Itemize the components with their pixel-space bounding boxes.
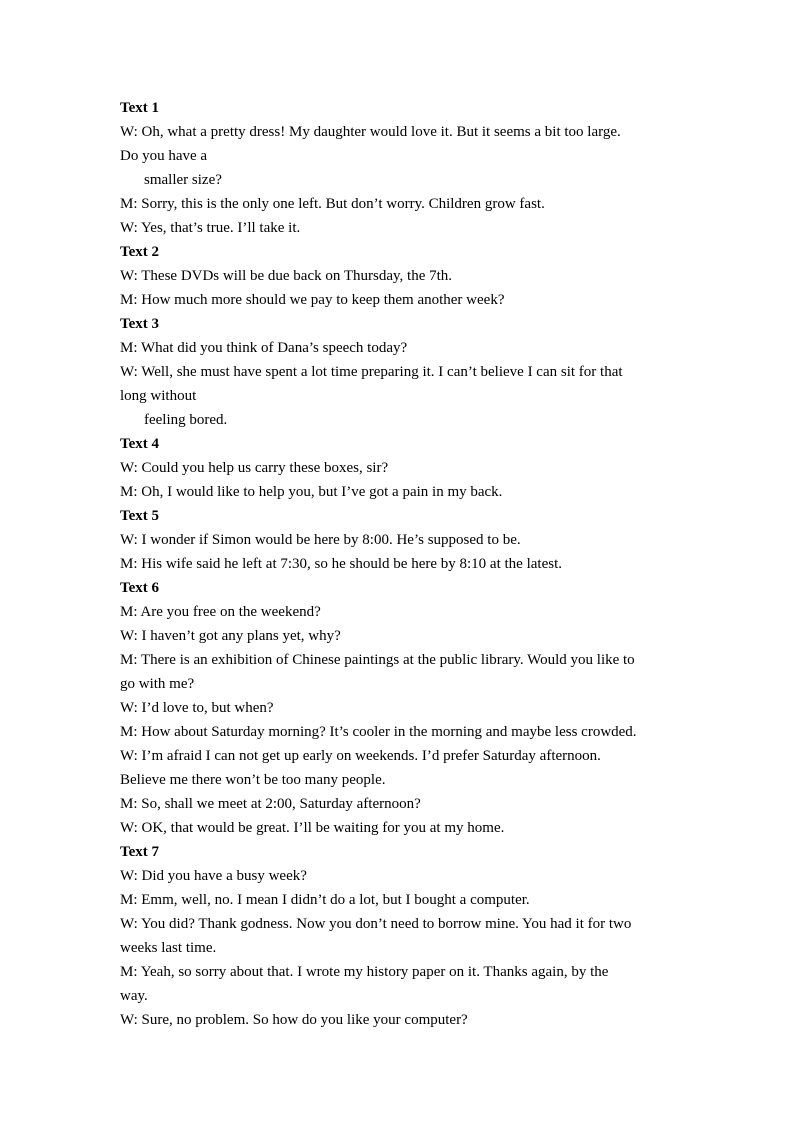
- dialogue-line: M: Are you free on the weekend?: [120, 604, 321, 620]
- dialogue-line: M: Sorry, this is the only one left. But don’t worry. Children grow fast.: [120, 196, 545, 212]
- dialogue-line: W: Did you have a busy week?: [120, 868, 307, 884]
- dialogue-line: M: How much more should we pay to keep them another week?: [120, 292, 505, 308]
- dialogue-line: W: Oh, what a pretty dress! My daughter would love it. But it seems a bit too large.: [120, 124, 621, 140]
- dialogue-line: W: I haven’t got any plans yet, why?: [120, 628, 341, 644]
- dialogue-line: W: I wonder if Simon would be here by 8:00. He’s supposed to be.: [120, 532, 521, 548]
- section-heading: Text 6: [120, 580, 160, 596]
- dialogue-line: M: Yeah, so sorry about that. I wrote my history paper on it. Thanks again, by the: [120, 964, 609, 980]
- dialogue-line: W: Could you help us carry these boxes, sir?: [120, 460, 389, 476]
- dialogue-line: long without: [120, 388, 197, 404]
- dialogue-line: W: OK, that would be great. I’ll be waiting for you at my home.: [120, 820, 505, 836]
- dialogue-line: way.: [120, 988, 148, 1004]
- dialogue-line: W: Sure, no problem. So how do you like your computer?: [120, 1012, 468, 1028]
- dialogue-line: go with me?: [120, 676, 195, 692]
- section-heading: Text 3: [120, 316, 160, 332]
- section-heading: Text 4: [120, 436, 160, 452]
- section-heading: Text 7: [120, 844, 160, 860]
- dialogue-line: M: There is an exhibition of Chinese paintings at the public library. Would you like to: [120, 652, 635, 668]
- dialogue-line-continued: smaller size?: [144, 172, 222, 188]
- dialogue-line: W: Well, she must have spent a lot time preparing it. I can’t believe I can sit for that: [120, 364, 623, 380]
- dialogue-line: W: Yes, that’s true. I’ll take it.: [120, 220, 301, 236]
- dialogue-line: weeks last time.: [120, 940, 217, 956]
- dialogue-line: Believe me there won’t be too many people.: [120, 772, 386, 788]
- dialogue-line: M: How about Saturday morning? It’s cooler in the morning and maybe less crowded.: [120, 724, 637, 740]
- dialogue-line-continued: feeling bored.: [144, 412, 228, 428]
- transcript-page: [120, 96, 680, 1032]
- dialogue-line: W: I’d love to, but when?: [120, 700, 274, 716]
- dialogue-line: M: What did you think of Dana’s speech today?: [120, 340, 408, 356]
- dialogue-line: M: So, shall we meet at 2:00, Saturday afternoon?: [120, 796, 421, 812]
- dialogue-line: M: Emm, well, no. I mean I didn’t do a lot, but I bought a computer.: [120, 892, 530, 908]
- dialogue-line: Do you have a: [120, 148, 208, 164]
- dialogue-line: M: His wife said he left at 7:30, so he should be here by 8:10 at the latest.: [120, 556, 562, 572]
- section-heading: Text 5: [120, 508, 160, 524]
- section-heading: Text 1: [120, 100, 160, 116]
- dialogue-line: W: You did? Thank godness. Now you don’t need to borrow mine. You had it for two: [120, 916, 632, 932]
- dialogue-line: W: I’m afraid I can not get up early on weekends. I’d prefer Saturday afternoon.: [120, 748, 601, 764]
- dialogue-line: M: Oh, I would like to help you, but I’ve got a pain in my back.: [120, 484, 503, 500]
- section-heading: Text 2: [120, 244, 160, 260]
- dialogue-line: W: These DVDs will be due back on Thursday, the 7th.: [120, 268, 453, 284]
